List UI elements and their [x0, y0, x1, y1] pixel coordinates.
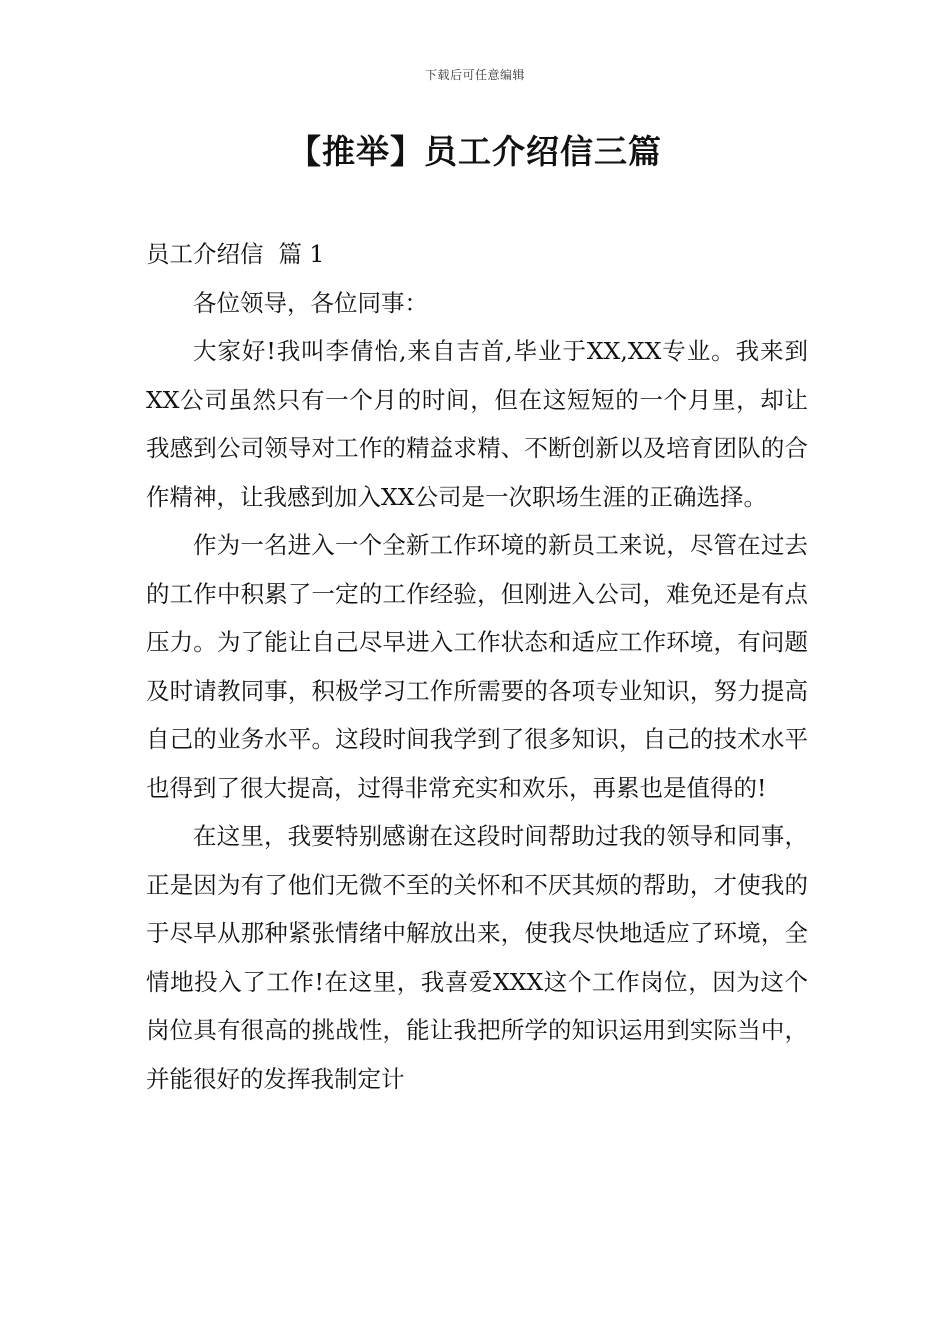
body-paragraph: 大家好!我叫李倩怡,来自吉首,毕业于XX,XX专业。我来到XX公司虽然只有一个月的时间，但在这短短的一个月里，却让我感到公司领导对工作的精益求精、不断创新以及培育团队的合作精神，让我感到加入XX公司是一次职场生涯的正确选择。	[146, 337, 808, 511]
body-paragraph: 作为一名进入一个全新工作环境的新员工来说，尽管在过去的工作中积累了一定的工作经验，但刚进入公司，难免还是有点压力。为了能让自己尽早进入工作状态和适应工作环境，有问题及时请教同事，积极学习工作所需要的各项专业知识，努力提高自己的业务水平。这段时间我学到了很多知识，自己的技术水平也得到了很大提高，过得非常充实和欢乐，再累也是值得的!	[146, 531, 808, 802]
header-note: 下载后可任意编辑	[424, 68, 525, 82]
document-title: 【推举】员工介绍信三篇	[288, 132, 662, 171]
document-body	[146, 230, 808, 1103]
section-heading: 员工介绍信 篇 1	[146, 240, 325, 268]
salutation-paragraph: 各位领导，各位同事：	[193, 288, 428, 317]
body-paragraph: 在这里，我要特别感谢在这段时间帮助过我的领导和同事，正是因为有了他们无微不至的关怀和不厌其烦的帮助，才使我的于尽早从那种紧张情绪中解放出来，使我尽快地适应了环境，全情地投入了工作!在这里，我喜爱XXX这个工作岗位，因为这个岗位具有很高的挑战性，能让我把所学的知识运用到实际当中，并能很好的发挥我制定计	[146, 822, 808, 1093]
